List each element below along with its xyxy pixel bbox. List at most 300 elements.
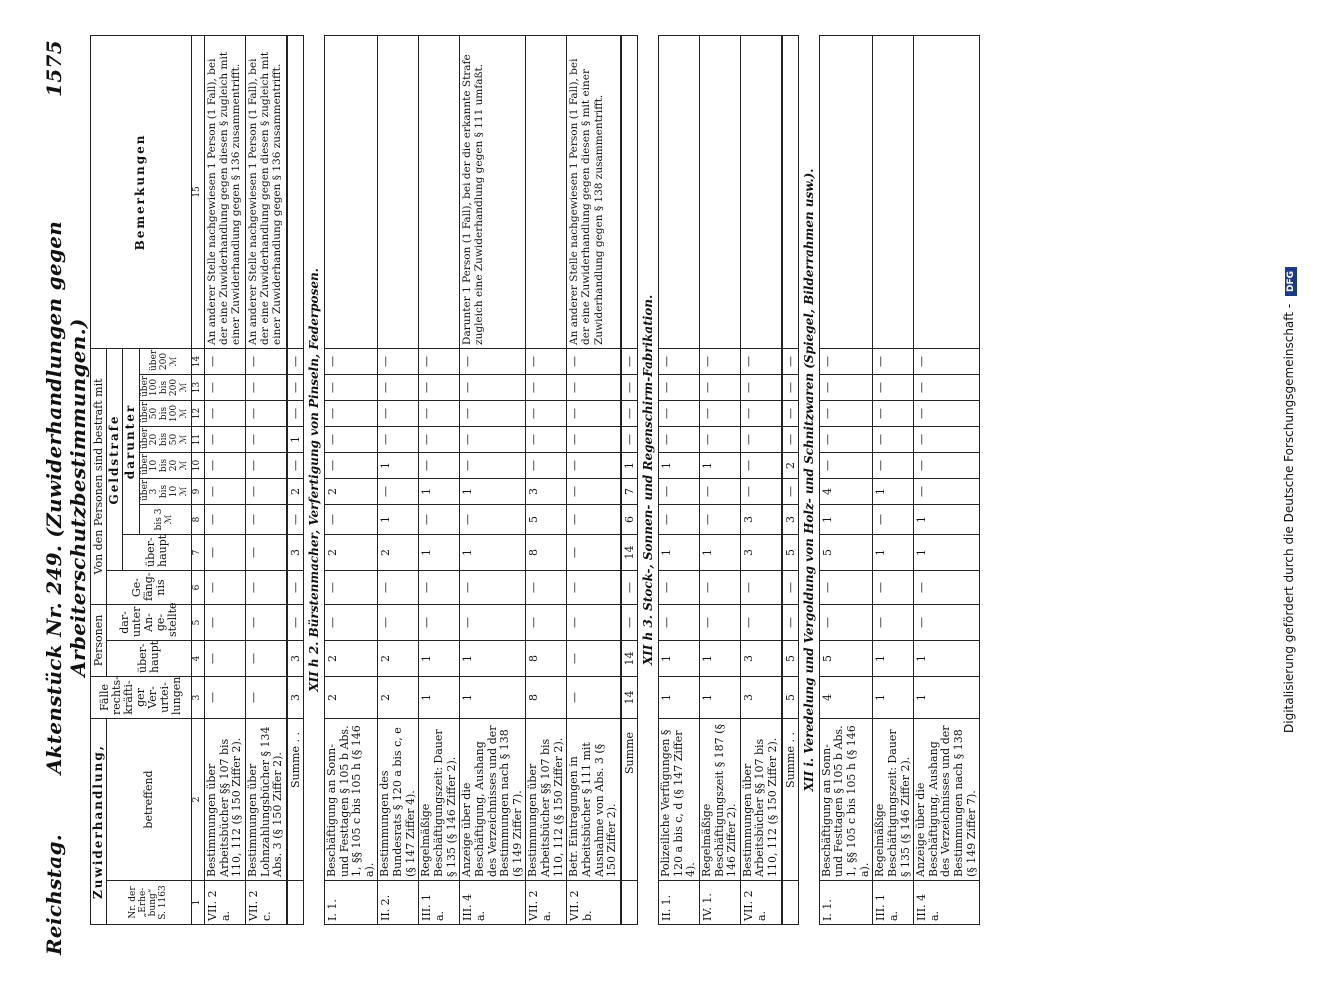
value-cell: — [245,504,286,534]
header-geldstrafe: Geldstrafe [107,348,123,570]
value-cell: 1 [460,640,526,676]
column-number: 15 [192,35,205,348]
value-cell: — [567,504,621,534]
column-number: 11 [192,426,205,452]
header-personen: Personen [91,604,107,676]
table-row [873,35,914,924]
value-cell: 3 [740,504,781,534]
value-cell: 7 [621,478,638,504]
value-cell: 3 [740,676,781,718]
value-cell: — [205,478,246,504]
table-row [419,35,460,924]
value-cell: — [873,504,914,534]
sum-nr [782,881,799,925]
value-cell: 1 [658,534,699,570]
value-cell: 4 [819,676,873,718]
value-cell: 2 [378,534,419,570]
value-cell: — [419,426,460,452]
column-number: 4 [192,640,205,676]
value-cell: — [526,426,567,452]
value-cell: — [419,400,460,426]
table-row [740,35,781,924]
row-description: Anzeige über die Beschäftigung, Aushang des Verzeichnisses und der Bestimmungen nach § 138 (§ 149 Ziffer 7). [914,718,980,880]
table-row [699,35,740,924]
value-cell: — [873,374,914,400]
header-nr: Nr. der „Erhe- bung“ S. 1163 [107,881,192,925]
value-cell: — [914,374,980,400]
value-cell: — [914,570,980,604]
value-cell: 3 [740,534,781,570]
sum-row [782,35,799,924]
column-number: 14 [192,348,205,374]
value-cell: — [658,570,699,604]
row-nr: II. 1. [658,881,699,925]
value-cell: — [205,604,246,640]
page-header [38,40,90,955]
row-description: Regelmäßige Beschäftigungszeit § 187 (§ 146 Ziffer 2). [699,718,740,880]
value-cell: — [324,570,378,604]
section-heading-row [798,35,819,924]
column-number-row [192,35,205,924]
value-cell: — [324,604,378,640]
row-remark [914,35,980,348]
value-cell: — [873,452,914,478]
header-bemerkungen: Bemerkungen [91,35,192,348]
table-row [378,35,419,924]
header-ueber200: über 200 ℳ [139,348,191,374]
value-cell: — [699,478,740,504]
value-cell: 2 [324,640,378,676]
value-cell: — [324,452,378,478]
value-cell: — [699,400,740,426]
row-remark: An anderer Stelle nachgewiesen 1 Person (1 Fall), bei der eine Zuwiderhandlung gegen diesen § zugleich mit einer Zuwiderhandlung gegen § 136 zusammentrifft. [245,35,286,348]
row-remark: An anderer Stelle nachgewiesen 1 Person (1 Fall), bei der eine Zuwiderhandlung gegen diesen § zugleich mit einer Zuwiderhandlung gegen § 136 zusammentrifft. [205,35,246,348]
value-cell: 1 [699,676,740,718]
value-cell: — [378,400,419,426]
value-cell: 1 [699,452,740,478]
sum-nr [287,881,304,925]
row-remark [378,35,419,348]
value-cell: 1 [621,452,638,478]
value-cell: — [205,676,246,718]
value-cell: — [914,478,980,504]
value-cell: 1 [419,676,460,718]
value-cell: — [914,426,980,452]
row-description: Polizeiliche Verfügungen § 120 a bis c, d (§ 147 Ziffer 4). [658,718,699,880]
value-cell: 5 [782,534,799,570]
header-zuwiderhandlung: Zuwiderhandlung, [91,718,107,924]
value-cell: — [658,478,699,504]
value-cell: — [873,400,914,426]
table-row [526,35,567,924]
value-cell: — [460,604,526,640]
row-remark [740,35,781,348]
value-cell: 8 [526,640,567,676]
row-nr: III. 1 a. [873,881,914,925]
value-cell: — [567,534,621,570]
header-angestellte: dar- unter An- ge- stellte [107,604,192,640]
value-cell: 5 [819,640,873,676]
value-cell: — [287,570,304,604]
row-description: Regelmäßige Beschäftigungszeit: Dauer § 135 (§ 146 Ziffer 2). [419,718,460,880]
value-cell: — [699,504,740,534]
value-cell: 1 [378,504,419,534]
value-cell: — [205,426,246,452]
value-cell: 1 [287,426,304,452]
value-cell: — [378,478,419,504]
row-remark [287,35,304,348]
value-cell: — [526,400,567,426]
value-cell: — [205,570,246,604]
table-row [819,35,873,924]
section-heading-row [303,35,324,924]
value-cell: — [873,426,914,452]
value-cell: 3 [287,676,304,718]
value-cell: 1 [658,452,699,478]
row-nr: VII. 2 b. [567,881,621,925]
value-cell: — [782,604,799,640]
row-remark [419,35,460,348]
table-row [658,35,699,924]
row-nr: IV. 1. [699,881,740,925]
section-heading: XII i. Veredelung und Vergoldung von Holz- und Schnitzwaren (Spiegel, Bilderrahmen usw.). [798,35,819,924]
value-cell: — [460,374,526,400]
row-description: Betr. Eintragungen in Arbeitsbücher § 111 mit Ausnahme von Abs. 3 (§ 150 Ziffer 2). [567,718,621,880]
digitization-credit [1282,40,1304,960]
sum-row [287,35,304,924]
value-cell: — [819,426,873,452]
value-cell: — [460,426,526,452]
value-cell: 1 [460,478,526,504]
value-cell: 1 [914,676,980,718]
value-cell: — [740,604,781,640]
value-cell: — [205,640,246,676]
row-description: Anzeige über die Beschäftigung, Aushang des Verzeichnisses und der Bestimmungen nach § 138 (§ 149 Ziffer 7). [460,718,526,880]
violations-table [90,35,980,925]
value-cell: — [567,604,621,640]
column-number: 1 [192,881,205,925]
value-cell: 3 [740,640,781,676]
value-cell: — [378,348,419,374]
value-cell: — [245,452,286,478]
value-cell: — [287,604,304,640]
table-row [567,35,621,924]
value-cell: — [740,452,781,478]
row-remark [699,35,740,348]
value-cell: — [621,348,638,374]
value-cell: — [819,604,873,640]
value-cell: — [782,348,799,374]
value-cell: — [567,640,621,676]
value-cell: — [245,570,286,604]
row-remark: An anderer Stelle nachgewiesen 1 Person (1 Fall), bei der eine Zuwiderhandlung gegen diesen § mit einer Zuwiderhandlung gegen § 138 zusammentrifft. [567,35,621,348]
value-cell: — [740,478,781,504]
value-cell: 3 [287,534,304,570]
value-cell: — [819,374,873,400]
value-cell: — [205,534,246,570]
row-description: Bestimmungen über Lohnzahlungsbücher § 134 Abs. 3 (§ 150 Ziffer 2). [245,718,286,880]
value-cell: — [419,570,460,604]
value-cell: — [699,604,740,640]
value-cell: — [699,426,740,452]
row-nr: III. 4 a. [914,881,980,925]
header-personen-ueberhaupt: über- haupt [107,640,192,676]
value-cell: — [460,570,526,604]
table-row [324,35,378,924]
value-cell: — [621,570,638,604]
column-number: 9 [192,478,205,504]
value-cell: — [460,504,526,534]
sum-label-cell [621,718,638,880]
value-cell: — [740,400,781,426]
column-number: 5 [192,604,205,640]
column-number: 2 [192,718,205,880]
header-gefaengnis: Ge- fäng- nis [107,570,192,604]
value-cell: — [699,570,740,604]
value-cell: — [914,400,980,426]
row-remark [324,35,378,348]
value-cell: — [567,478,621,504]
value-cell: — [526,604,567,640]
value-cell: — [782,570,799,604]
value-cell: — [245,640,286,676]
value-cell: 8 [526,676,567,718]
value-cell: — [378,604,419,640]
value-cell: — [914,348,980,374]
value-cell: — [324,348,378,374]
sum-label-cell [782,718,799,880]
value-cell: 2 [287,478,304,504]
value-cell: 3 [782,504,799,534]
value-cell: — [699,348,740,374]
column-number: 10 [192,452,205,478]
value-cell: — [378,570,419,604]
value-cell: 1 [873,534,914,570]
value-cell: — [205,400,246,426]
value-cell: — [324,426,378,452]
value-cell: — [658,504,699,534]
row-nr: III. 4 a. [460,881,526,925]
row-description: Beschäftigung an Sonn- und Festtagen § 105 b Abs. 1, §§ 105 c bis 105 h (§ 146 a). [324,718,378,880]
value-cell: — [873,348,914,374]
value-cell: 1 [914,640,980,676]
row-description: Regelmäßige Beschäftigungszeit: Dauer § 135 (§ 146 Ziffer 2). [873,718,914,880]
row-description: Bestimmungen des Bundesrats § 120 a bis c, e (§ 147 Ziffer 4). [378,718,419,880]
value-cell: 5 [782,640,799,676]
value-cell: — [567,374,621,400]
value-cell: 1 [460,534,526,570]
header-darunter: darunter [123,348,139,534]
value-cell: — [378,426,419,452]
credit-text: Digitalisierung gefördert durch die Deutsche Forschungsgemeinschaft - [1282,303,1296,733]
value-cell: — [419,504,460,534]
header-left: Reichstag. [42,833,66,955]
value-cell: — [819,400,873,426]
column-number: 7 [192,534,205,570]
value-cell: 2 [378,676,419,718]
value-cell: 8 [526,534,567,570]
value-cell: — [740,570,781,604]
value-cell: 5 [526,504,567,534]
value-cell: — [621,374,638,400]
value-cell: — [205,452,246,478]
column-number: 6 [192,570,205,604]
sum-row [621,35,638,924]
value-cell: — [782,478,799,504]
value-cell: — [324,400,378,426]
row-description: Beschäftigung an Sonn- und Festtagen § 105 b Abs. 1, §§ 105 c bis 105 h (§ 146 a). [819,718,873,880]
row-nr: II. 2. [378,881,419,925]
value-cell: 1 [914,534,980,570]
section-heading: XII h 2. Bürstenmacher, Verfertigung von Pinseln, Federposen. [303,35,324,924]
value-cell: 14 [621,534,638,570]
value-cell: — [621,604,638,640]
value-cell: 1 [419,640,460,676]
value-cell: — [621,400,638,426]
value-cell: — [658,426,699,452]
value-cell: — [740,426,781,452]
row-nr: VII. 2 a. [740,881,781,925]
column-number: 3 [192,676,205,718]
value-cell: 1 [378,452,419,478]
value-cell: 1 [460,676,526,718]
value-cell: — [287,400,304,426]
header-betreffend: betreffend [107,718,192,880]
value-cell: — [658,604,699,640]
value-cell: 1 [873,478,914,504]
value-cell: 1 [873,676,914,718]
value-cell: — [245,426,286,452]
value-cell: 2 [324,676,378,718]
header-50-100: über 50 bis 100 ℳ [139,400,191,426]
header-100-200: über 100 bis 200 ℳ [139,374,191,400]
value-cell: 2 [782,452,799,478]
table-row [205,35,246,924]
row-remark: Darunter 1 Person (1 Fall), bei der die erkannte Strafe zugleich eine Zuwiderhandlung gegen § 111 umfaßt. [460,35,526,348]
value-cell: — [526,570,567,604]
row-remark [782,35,799,348]
header-bestraft: Von den Personen sind bestraft mit [91,348,107,604]
value-cell: 1 [699,640,740,676]
value-cell: — [245,348,286,374]
section-heading: XII h 3. Stock-, Sonnen- und Regenschirm-Fabrikation. [637,35,658,924]
value-cell: — [740,374,781,400]
row-description: Bestimmungen über Arbeitsbücher §§ 107 bis 110, 112 (§ 150 Ziffer 2). [740,718,781,880]
value-cell: 5 [819,534,873,570]
value-cell: 1 [419,534,460,570]
value-cell: — [245,604,286,640]
value-cell: — [873,570,914,604]
header-geld-ueberhaupt: über- haupt [123,534,192,570]
value-cell: — [324,504,378,534]
value-cell: — [819,452,873,478]
dfg-logo: DFG [1285,267,1297,296]
value-cell: 1 [914,504,980,534]
section-heading-row [637,35,658,924]
header-bis3: bis 3 ℳ [139,504,191,534]
value-cell: — [287,504,304,534]
value-cell: — [567,400,621,426]
value-cell: — [245,478,286,504]
row-remark [621,35,638,348]
value-cell: 1 [699,534,740,570]
page-number: 1575 [42,40,66,97]
sum-nr [621,881,638,925]
value-cell: — [324,374,378,400]
value-cell: — [526,374,567,400]
row-nr: I. 1. [819,881,873,925]
value-cell: — [740,348,781,374]
table-row [914,35,980,924]
value-cell: — [526,348,567,374]
value-cell: — [526,452,567,478]
value-cell: 3 [287,640,304,676]
value-cell: 14 [621,640,638,676]
table-row [460,35,526,924]
value-cell: — [287,452,304,478]
value-cell: — [419,348,460,374]
value-cell: — [914,452,980,478]
value-cell: — [873,604,914,640]
value-cell: — [567,452,621,478]
value-cell: — [460,400,526,426]
header-faelle: Fälle rechts- kräfti- ger Ver- urtei- lungen [91,676,192,718]
value-cell: — [245,374,286,400]
header-10-20: über 10 bis 20 ℳ [139,452,191,478]
header-3-10: über 3 bis 10 ℳ [139,478,191,504]
row-remark [819,35,873,348]
sum-label: Summe [622,731,636,774]
value-cell: 1 [419,478,460,504]
row-nr: I. 1. [324,881,378,925]
row-nr: VII. 2 a. [205,881,246,925]
value-cell: — [621,426,638,452]
value-cell: 1 [873,640,914,676]
value-cell: — [378,374,419,400]
value-cell: — [567,348,621,374]
value-cell: — [658,348,699,374]
value-cell: 6 [621,504,638,534]
value-cell: 1 [819,504,873,534]
value-cell: — [419,452,460,478]
value-cell: — [460,348,526,374]
value-cell: — [699,374,740,400]
row-remark [873,35,914,348]
value-cell: — [419,604,460,640]
value-cell: 1 [658,676,699,718]
value-cell: 1 [658,640,699,676]
value-cell: — [819,570,873,604]
value-cell: — [245,400,286,426]
sum-label-cell [287,718,304,880]
value-cell: — [782,426,799,452]
value-cell: — [658,374,699,400]
row-nr: III. 1 a. [419,881,460,925]
row-remark [526,35,567,348]
value-cell: 4 [819,478,873,504]
column-number: 13 [192,374,205,400]
value-cell: 5 [782,676,799,718]
value-cell: — [567,676,621,718]
row-description: Bestimmungen über Arbeitsbücher §§ 107 bis 110, 112 (§ 150 Ziffer 2). [526,718,567,880]
value-cell: — [914,604,980,640]
header-title: Aktenstück Nr. 249. (Zuwiderhandlungen gegen Arbeiterschutzbestimmungen.) [42,220,90,775]
value-cell: — [205,374,246,400]
value-cell: — [205,348,246,374]
row-nr: VII. 2 c. [245,881,286,925]
value-cell: 2 [324,534,378,570]
column-number: 8 [192,504,205,534]
